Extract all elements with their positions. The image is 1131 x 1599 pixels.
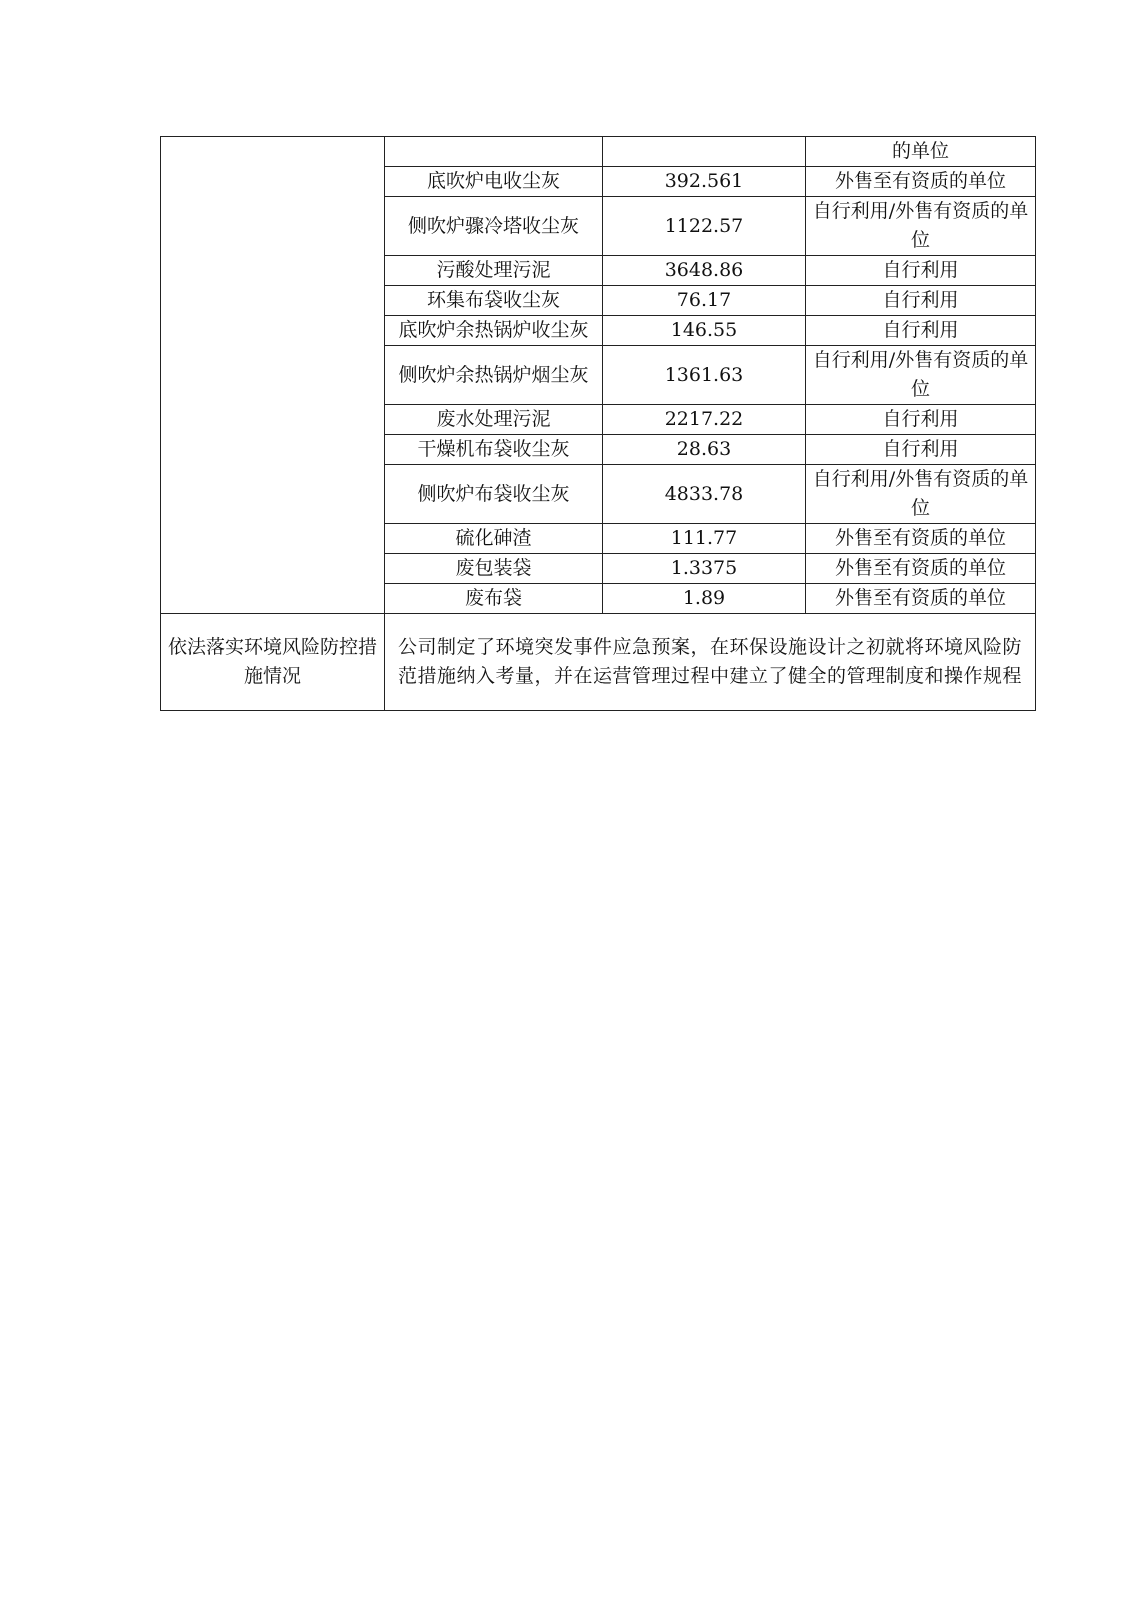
amount-cell: 1361.63 xyxy=(603,346,806,405)
waste-name-cell: 干燥机布袋收尘灰 xyxy=(385,435,603,465)
merged-category-cell xyxy=(161,137,385,614)
waste-name-cell: 污酸处理污泥 xyxy=(385,256,603,286)
amount-cell: 111.77 xyxy=(603,524,806,554)
risk-control-label: 依法落实环境风险防控措施情况 xyxy=(161,614,385,711)
disposal-cell: 自行利用/外售有资质的单位 xyxy=(806,346,1036,405)
amount-cell: 3648.86 xyxy=(603,256,806,286)
disposal-cell: 外售至有资质的单位 xyxy=(806,554,1036,584)
continuation-row xyxy=(161,137,1036,167)
amount-cell: 28.63 xyxy=(603,435,806,465)
amount-cell: 1122.57 xyxy=(603,197,806,256)
disposal-cell: 的单位 xyxy=(806,137,1036,167)
amount-cell: 392.561 xyxy=(603,167,806,197)
waste-disposal-table xyxy=(160,136,1036,711)
waste-name-cell: 环集布袋收尘灰 xyxy=(385,286,603,316)
amount-cell: 146.55 xyxy=(603,316,806,346)
disposal-cell: 外售至有资质的单位 xyxy=(806,524,1036,554)
disposal-cell: 自行利用 xyxy=(806,435,1036,465)
disposal-cell: 自行利用/外售有资质的单位 xyxy=(806,197,1036,256)
waste-name-cell: 底吹炉电收尘灰 xyxy=(385,167,603,197)
amount-cell: 1.89 xyxy=(603,584,806,614)
waste-name-cell: 侧吹炉骤冷塔收尘灰 xyxy=(385,197,603,256)
amount-cell: 2217.22 xyxy=(603,405,806,435)
amount-cell xyxy=(603,137,806,167)
disposal-cell: 自行利用 xyxy=(806,405,1036,435)
waste-name-cell: 废布袋 xyxy=(385,584,603,614)
waste-name-cell xyxy=(385,137,603,167)
disposal-cell: 自行利用/外售有资质的单位 xyxy=(806,465,1036,524)
waste-name-cell: 底吹炉余热锅炉收尘灰 xyxy=(385,316,603,346)
disposal-cell: 自行利用 xyxy=(806,316,1036,346)
disposal-cell: 自行利用 xyxy=(806,256,1036,286)
disposal-cell: 外售至有资质的单位 xyxy=(806,167,1036,197)
amount-cell: 4833.78 xyxy=(603,465,806,524)
amount-cell: 1.3375 xyxy=(603,554,806,584)
amount-cell: 76.17 xyxy=(603,286,806,316)
disposal-cell: 外售至有资质的单位 xyxy=(806,584,1036,614)
risk-control-row xyxy=(161,614,1036,711)
waste-name-cell: 侧吹炉布袋收尘灰 xyxy=(385,465,603,524)
disposal-cell: 自行利用 xyxy=(806,286,1036,316)
waste-name-cell: 侧吹炉余热锅炉烟尘灰 xyxy=(385,346,603,405)
waste-name-cell: 废包装袋 xyxy=(385,554,603,584)
waste-name-cell: 废水处理污泥 xyxy=(385,405,603,435)
waste-name-cell: 硫化砷渣 xyxy=(385,524,603,554)
risk-control-text: 公司制定了环境突发事件应急预案，在环保设施设计之初就将环境风险防范措施纳入考量，并在运营管理过程中建立了健全的管理制度和操作规程 xyxy=(385,614,1036,711)
